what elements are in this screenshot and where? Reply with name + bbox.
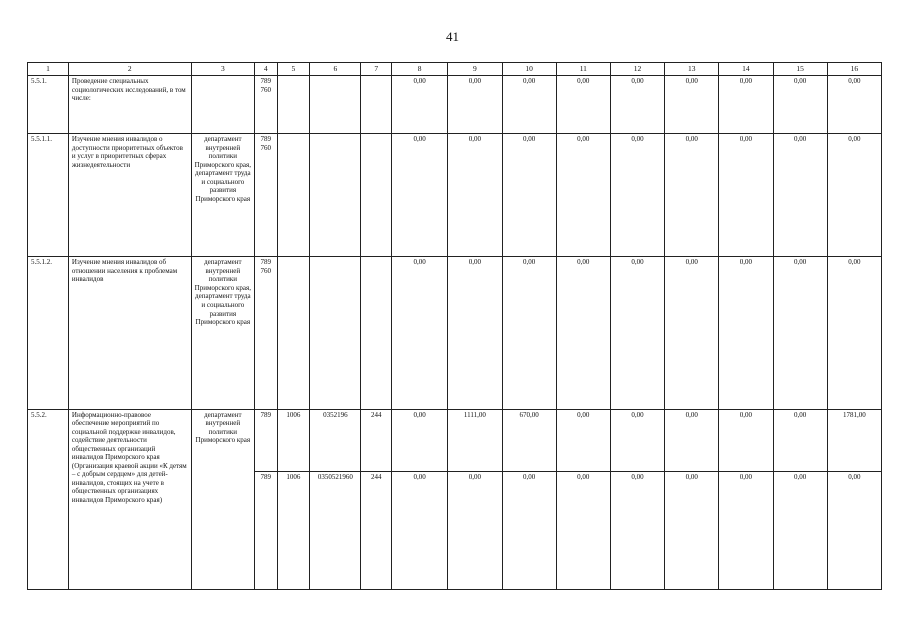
row-c4: 789 760 <box>255 134 278 257</box>
value-cell: 0,00 <box>502 134 556 257</box>
value-cell: 1781,00 <box>827 409 881 471</box>
value-cell: 0,00 <box>448 76 502 134</box>
row-executor: департамент внутренней политики Приморского края, департамент труда и социального развития Приморского края <box>191 134 254 257</box>
value-cell: 0,00 <box>610 471 664 589</box>
header-cell: 15 <box>773 63 827 76</box>
value-cell: 0,00 <box>827 257 881 409</box>
value-cell: 0,00 <box>448 471 502 589</box>
header-cell: 13 <box>665 63 719 76</box>
value-cell: 0,00 <box>502 257 556 409</box>
row-c7 <box>361 257 392 409</box>
row-executor <box>191 76 254 134</box>
row-name: Проведение специальных социологических исследований, в том числе: <box>68 76 191 134</box>
value-cell: 0,00 <box>665 257 719 409</box>
value-cell: 0,00 <box>719 76 773 134</box>
header-cell: 9 <box>448 63 502 76</box>
table-row <box>28 134 882 257</box>
value-cell: 0,00 <box>392 409 448 471</box>
row-c4: 789 <box>255 409 278 471</box>
header-cell: 1 <box>28 63 69 76</box>
header-row <box>28 63 882 76</box>
table-row <box>28 257 882 409</box>
value-cell: 0,00 <box>719 257 773 409</box>
row-c6 <box>310 76 361 134</box>
value-cell: 0,00 <box>773 257 827 409</box>
value-cell: 0,00 <box>719 409 773 471</box>
header-cell: 10 <box>502 63 556 76</box>
value-cell: 0,00 <box>502 471 556 589</box>
value-cell: 0,00 <box>556 471 610 589</box>
value-cell: 0,00 <box>719 471 773 589</box>
value-cell: 0,00 <box>392 134 448 257</box>
row-c6 <box>310 257 361 409</box>
row-c5 <box>277 76 310 134</box>
row-c4: 789 <box>255 471 278 589</box>
value-cell: 0,00 <box>773 409 827 471</box>
value-cell: 0,00 <box>610 134 664 257</box>
row-c5: 1006 <box>277 409 310 471</box>
row-c7 <box>361 76 392 134</box>
budget-table <box>27 62 882 590</box>
table-row <box>28 76 882 134</box>
header-cell: 16 <box>827 63 881 76</box>
row-code: 5.5.1.1. <box>28 134 69 257</box>
row-name: Изучение мнения инвалидов о доступности приоритетных объектов и услуг в приоритетных сферах жизнедеятельности <box>68 134 191 257</box>
row-c4: 789 760 <box>255 76 278 134</box>
value-cell: 0,00 <box>827 471 881 589</box>
value-cell: 0,00 <box>448 257 502 409</box>
value-cell: 0,00 <box>665 76 719 134</box>
value-cell: 0,00 <box>556 409 610 471</box>
row-c6: 0352196 <box>310 409 361 471</box>
row-c6: 0350521960 <box>310 471 361 589</box>
header-cell: 12 <box>610 63 664 76</box>
value-cell: 0,00 <box>827 76 881 134</box>
row-code: 5.5.2. <box>28 409 69 589</box>
value-cell: 670,00 <box>502 409 556 471</box>
row-name: Изучение мнения инвалидов об отношении населения к проблемам инвалидов <box>68 257 191 409</box>
page-number: 41 <box>446 29 459 44</box>
table-row <box>28 409 882 471</box>
header-cell: 8 <box>392 63 448 76</box>
row-code: 5.5.1.2. <box>28 257 69 409</box>
header-cell: 5 <box>277 63 310 76</box>
row-c5 <box>277 134 310 257</box>
row-name: Информационно-правовое обеспечение мероприятий по социальной поддержке инвалидов, содействие деятельности общественных организаций инвалидов Приморского края (Организация краевой акции «К детям – с добрым сердцем» для детей-инвалидов, стоящих на учете в общественных организациях инвалидов Приморского края) <box>68 409 191 589</box>
header-cell: 6 <box>310 63 361 76</box>
row-c7: 244 <box>361 409 392 471</box>
row-c5 <box>277 257 310 409</box>
header-cell: 4 <box>255 63 278 76</box>
row-executor: департамент внутренней политики Приморского края, департамент труда и социального развития Приморского края <box>191 257 254 409</box>
value-cell: 0,00 <box>665 471 719 589</box>
value-cell: 0,00 <box>665 409 719 471</box>
value-cell: 0,00 <box>827 134 881 257</box>
header-cell: 11 <box>556 63 610 76</box>
value-cell: 0,00 <box>392 471 448 589</box>
value-cell: 0,00 <box>665 134 719 257</box>
row-c7 <box>361 134 392 257</box>
value-cell: 0,00 <box>392 76 448 134</box>
value-cell: 0,00 <box>556 257 610 409</box>
value-cell: 0,00 <box>610 76 664 134</box>
header-cell: 2 <box>68 63 191 76</box>
row-c6 <box>310 134 361 257</box>
row-executor: департамент внутренней политики Приморского края <box>191 409 254 589</box>
value-cell: 0,00 <box>556 134 610 257</box>
value-cell: 0,00 <box>773 471 827 589</box>
value-cell: 0,00 <box>556 76 610 134</box>
value-cell: 0,00 <box>448 134 502 257</box>
value-cell: 1111,00 <box>448 409 502 471</box>
value-cell: 0,00 <box>610 409 664 471</box>
value-cell: 0,00 <box>719 134 773 257</box>
value-cell: 0,00 <box>610 257 664 409</box>
header-cell: 14 <box>719 63 773 76</box>
row-c4: 789 760 <box>255 257 278 409</box>
value-cell: 0,00 <box>773 134 827 257</box>
row-c5: 1006 <box>277 471 310 589</box>
row-c7: 244 <box>361 471 392 589</box>
value-cell: 0,00 <box>392 257 448 409</box>
header-cell: 3 <box>191 63 254 76</box>
row-code: 5.5.1. <box>28 76 69 134</box>
header-cell: 7 <box>361 63 392 76</box>
value-cell: 0,00 <box>773 76 827 134</box>
value-cell: 0,00 <box>502 76 556 134</box>
